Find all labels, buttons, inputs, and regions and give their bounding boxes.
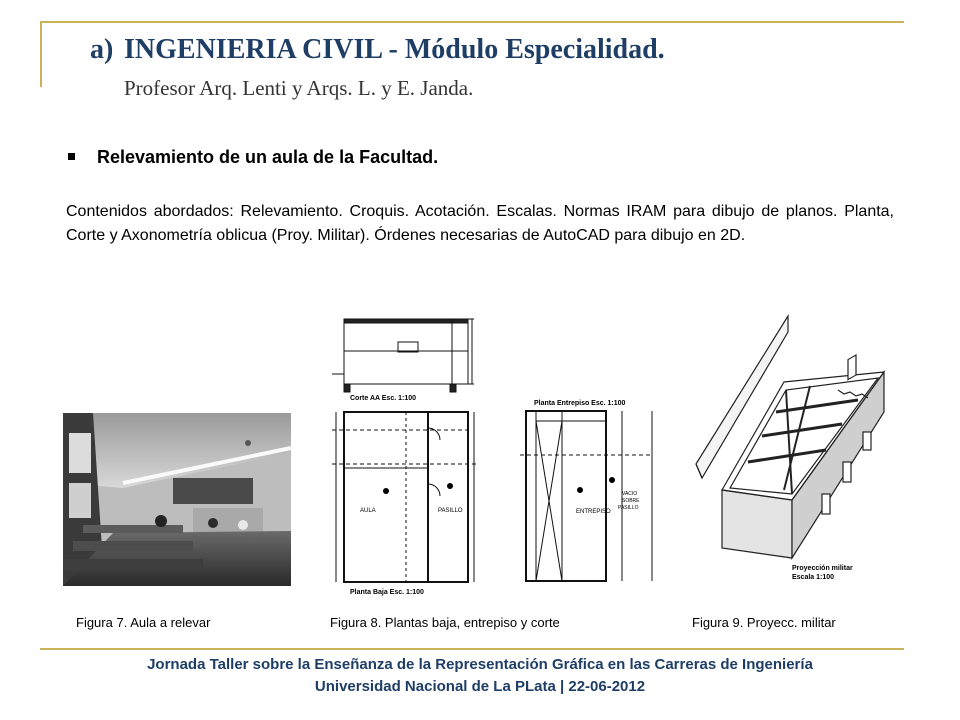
label-entrepiso: ENTREPISO — [576, 509, 611, 515]
bullet-item — [68, 147, 438, 168]
label-planta-baja: Planta Baja Esc. 1:100 — [350, 589, 424, 596]
caption-fig9: Figura 9. Proyecc. militar — [692, 615, 836, 630]
classroom-photo — [63, 413, 291, 586]
footer-line1: Jornada Taller sobre la Enseñanza de la Representación Gráfica en las Carreras de Ingeniería — [147, 656, 813, 673]
bullet-text: Relevamiento de un aula de la Facultad. — [97, 147, 439, 167]
axo-label-line1: Proyección militar — [792, 565, 853, 572]
label-corte-aa: Corte AA Esc. 1:100 — [350, 395, 417, 402]
footer-rule — [40, 648, 904, 650]
label-vacio-2: SOBRE — [622, 498, 640, 504]
label-vacio-1: VACIO — [622, 491, 638, 497]
footer-line2: Universidad Nacional de La PLata | 22-06-2012 — [314, 678, 646, 695]
body-paragraph: Contenidos abordados: Relevamiento. Croquis. Acotación. Escalas. Normas IRAM para dibujo de planos. Planta, Corte y Axonometría oblicua (Proy. Militar). Órdenes necesarias de AutoCAD para dibujo en 2D. — [66, 203, 894, 244]
slide-title — [90, 34, 665, 66]
frame-left-rule — [40, 21, 42, 87]
caption-fig7: Figura 7. Aula a relevar — [76, 615, 211, 630]
label-planta-entrepiso: Planta Entrepiso Esc. 1:100 — [534, 400, 626, 407]
title-letter: a) — [90, 34, 114, 65]
axonometric-drawing — [688, 312, 892, 594]
axo-label-line2: Escala 1:100 — [792, 574, 835, 581]
frame-top-rule — [40, 21, 904, 23]
slide-subtitle: Profesor Arq. Lenti y Arqs. L. y E. Janda. — [124, 76, 474, 100]
plan-entrepiso — [512, 395, 662, 602]
plan-corte-planta-baja — [318, 316, 480, 602]
label-pasillo: PASILLO — [438, 508, 463, 514]
caption-fig8: Figura 8. Plantas baja, entrepiso y corte — [330, 615, 560, 630]
bullet-square-icon — [68, 153, 75, 160]
label-vacio-3: PASILLO — [618, 505, 639, 511]
label-aula: AULA — [360, 508, 376, 514]
title-text: INGENIERIA CIVIL - Módulo Especialidad. — [124, 34, 665, 65]
